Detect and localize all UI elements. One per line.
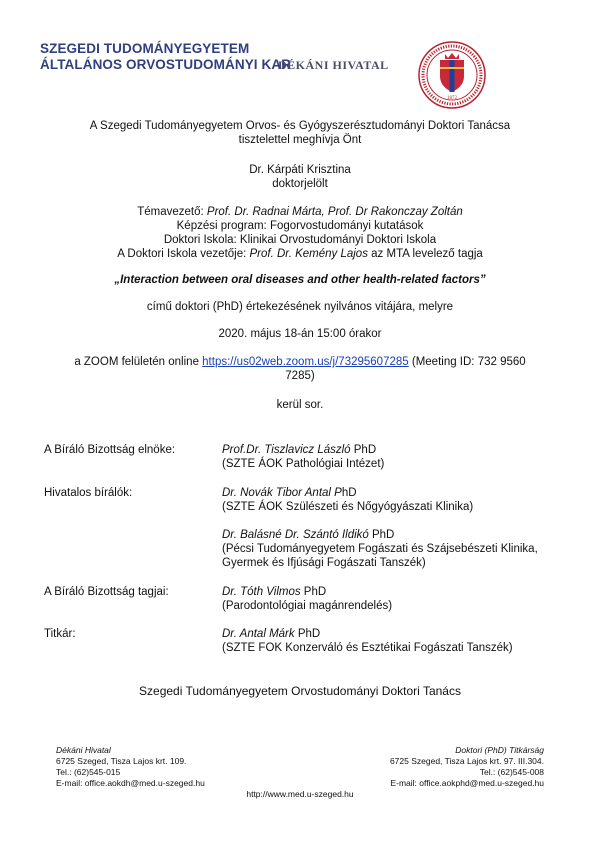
university-name [40, 41, 291, 73]
secretary-name: Dr. Antal Márk [222, 628, 295, 640]
member-degree: PhD [300, 586, 327, 598]
thesis-line: című doktori (PhD) értekezésének nyilvános vitájára, melyre [146, 301, 454, 313]
school-head-name: Prof. Dr. Kemény Lajos [249, 248, 368, 260]
deans-office-title: DÉKÁNI HIVATAL [278, 58, 389, 72]
reviewer2-institution-line1: (Pécsi Tudományegyetem Fogászati és Szájsebészeti Klinika, [222, 543, 538, 555]
reviewer1-degree: hD [341, 487, 357, 499]
candidate-role: doktorjelölt [272, 178, 328, 190]
chair-degree: PhD [350, 444, 377, 456]
footer-left-title: Dékáni Hivatal [56, 745, 111, 755]
closing-text: kerül sor. [276, 399, 324, 411]
reviewer2-degree: PhD [368, 529, 395, 541]
member-entry [222, 585, 326, 599]
zoom-line [0, 355, 600, 369]
reviewer1-institution: (SZTE ÁOK Szülészeti és Nőgyógyászati Klinika) [222, 501, 474, 513]
chair-entry [222, 443, 376, 457]
chair-name: Prof.Dr. Tiszlavicz László [222, 444, 351, 456]
chair-label: A Bíráló Bizottság elnöke: [44, 444, 176, 456]
footer-right [390, 745, 544, 789]
university-name-line1: SZEGEDI TUDOMÁNYEGYETEM [40, 41, 250, 56]
invitation-line1: A Szegedi Tudományegyetem Orvos- és Gyógyszerésztudományi Doktori Tanácsa [89, 120, 511, 132]
seal-year: 1872 [447, 96, 457, 101]
school-head-suffix: az MTA levelező tagja [367, 248, 483, 260]
defense-datetime: 2020. május 18-án 15:00 órakor [218, 328, 382, 340]
chair-institution: (SZTE ÁOK Pathológiai Intézet) [222, 458, 385, 470]
thesis-title: „Interaction between oral diseases and other health-related factors” [114, 274, 486, 286]
university-seal-icon [417, 40, 487, 110]
university-name-line2: ÁLTALÁNOS ORVOSTUDOMÁNYI KAR [40, 57, 292, 72]
supervisor-label: Témavezető: [137, 206, 207, 218]
footer-left-address: 6725 Szeged, Tisza Lajos krt. 109. [56, 756, 187, 766]
footer-right-address: 6725 Szeged, Tisza Lajos krt. 97. III.304. [389, 756, 544, 766]
zoom-link[interactable]: https://us02web.zoom.us/j/73295607285 [202, 356, 409, 368]
zoom-prefix: a ZOOM felületén online [74, 356, 203, 368]
reviewer2-institution-line2: Gyermek és Ifjúsági Fogászati Tanszék) [222, 557, 426, 569]
footer-website[interactable]: http://www.med.u-szeged.hu [246, 789, 354, 799]
zoom-meeting-id-b: 7285) [285, 370, 315, 382]
reviewer2-entry [222, 528, 394, 542]
program-line: Képzési program: Fogorvostudományi kutatások [176, 220, 424, 232]
reviewer1-entry [222, 486, 357, 500]
supervisor-names: Prof. Dr. Radnai Márta, Prof. Dr Rakonczay Zoltán [206, 206, 463, 218]
secretary-entry [222, 627, 320, 641]
member-name: Dr. Tóth Vilmos [222, 586, 301, 598]
reviewer1-name: Dr. Novák Tibor Antal P [222, 487, 342, 499]
candidate-name: Dr. Kárpáti Krisztina [249, 164, 351, 176]
footer-left-email[interactable]: E-mail: office.aokdh@med.u-szeged.hu [56, 778, 205, 788]
council-signature: Szegedi Tudományegyetem Orvostudományi Doktori Tanács [139, 684, 461, 698]
school-head-line [0, 247, 600, 261]
invitation-line2: tisztelettel meghívja Önt [238, 134, 362, 146]
doctoral-school-line: Doktori Iskola: Klinikai Orvostudományi Doktori Iskola [163, 234, 437, 246]
secretary-institution: (SZTE FOK Konzerváló és Esztétikai Fogászati Tanszék) [222, 642, 513, 654]
reviewer2-name: Dr. Balásné Dr. Szántó Ildikó [222, 529, 369, 541]
footer-left [56, 745, 205, 789]
footer-left-phone: Tel.: (62)545-015 [56, 767, 121, 777]
reviewers-label: Hivatalos bírálók: [44, 487, 133, 499]
secretary-label: Titkár: [44, 628, 76, 640]
footer-right-title: Doktori (PhD) Titkárság [455, 745, 544, 755]
footer-right-phone: Tel.: (62)545-008 [479, 767, 544, 777]
supervisor-line [0, 205, 600, 219]
footer-right-email[interactable]: E-mail: office.aokphd@med.u-szeged.hu [390, 778, 544, 788]
school-head-label: A Doktori Iskola vezetője: [117, 248, 250, 260]
member-institution: (Parodontológiai magánrendelés) [222, 600, 393, 612]
secretary-degree: PhD [294, 628, 321, 640]
zoom-meeting-id-a: (Meeting ID: 732 9560 [408, 356, 526, 368]
members-label: A Bíráló Bizottság tagjai: [44, 586, 169, 598]
